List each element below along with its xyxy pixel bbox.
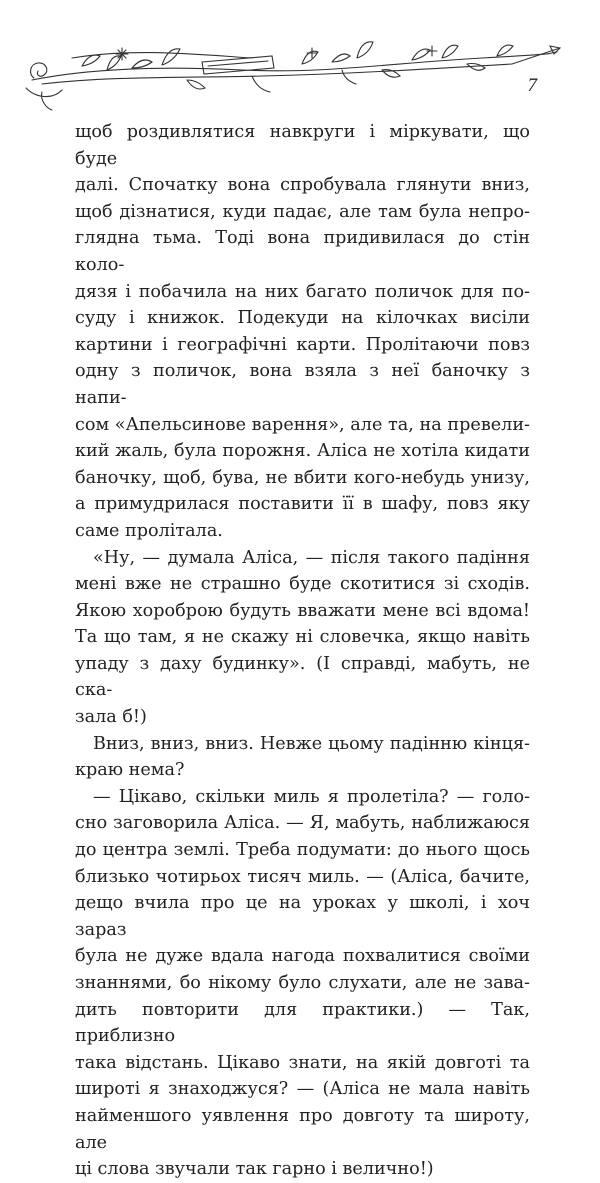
paragraph-3 xyxy=(75,731,530,784)
text-line: упаду з даху будинку». (І справді, мабуть, не ска- xyxy=(75,653,530,701)
text-line: зала б!) xyxy=(75,707,147,728)
paragraph-2 xyxy=(75,545,530,731)
text-line: кий жаль, була порожня. Аліса не хотіла кидати xyxy=(75,441,530,462)
botanical-vine-ornament-icon xyxy=(12,18,572,118)
text-line: одну з поличок, вона взяла з неї баночку з напи- xyxy=(75,361,530,408)
text-line: близько чотирьох тисяч миль. — (Аліса, бачите, xyxy=(75,866,530,887)
text-line: а примудрилася поставити її в шафу, повз яку xyxy=(75,494,530,515)
text-line: була не дуже вдала нагода похвалитися своїми xyxy=(75,946,530,967)
text-line: саме пролітала. xyxy=(75,520,223,541)
text-line: ці слова звучали так гарно і величнo!) xyxy=(75,1159,434,1180)
text-line: сом «Апельсинове варення», але та, на превели- xyxy=(75,414,530,435)
text-line: щоб роздивлятися навкруги і міркувати, що буде xyxy=(75,122,530,169)
text-line: картини і географічні карти. Пролітаючи повз xyxy=(75,334,530,355)
paragraph-4 xyxy=(75,784,530,1183)
text-line: — Цікаво, скільки миль я пролетіла? — голо- xyxy=(93,786,530,807)
page-number: 7 xyxy=(527,75,537,96)
text-line: сно заговорила Аліса. — Я, мабуть, наближаюся xyxy=(75,813,530,834)
text-line: дязя і побачила на них багато поличок для по- xyxy=(75,281,530,302)
text-line: дить повторити для практики.) — Так, приблизно xyxy=(75,999,530,1047)
text-line: широті я знаходжуся? — (Аліса не мала навіть xyxy=(75,1079,530,1100)
text-line: дещо вчила про це на уроках у школі, і хоч зараз xyxy=(75,893,530,940)
text-line: далі. Спочатку вона спробувала глянути вниз, xyxy=(75,175,530,196)
text-line: суду і книжок. Подекуди на кілочках висіли xyxy=(75,308,530,329)
text-line: глядна тьма. Тоді вона придивилася до стін коло- xyxy=(75,228,530,275)
text-line: краю нема? xyxy=(75,760,185,781)
text-line: найменшого уявлення про довготу та широту, але xyxy=(75,1105,530,1153)
text-line: баночку, щоб, бува, не вбити кого-небудь унизу, xyxy=(75,467,530,488)
text-line: Та що там, я не скажу ні словечка, якщо навіть xyxy=(75,627,530,648)
text-line: до центра землі. Треба подумати: до нього щось xyxy=(75,840,530,861)
text-line: Якою хороброю будуть вважати мене всі вдома! xyxy=(75,600,530,621)
text-line: мені вже не страшно буде скотитися зі сходів. xyxy=(75,574,530,595)
body-text xyxy=(75,119,530,1183)
text-line: Вниз, вниз, вниз. Невже цьому падінню кінця- xyxy=(93,733,530,754)
text-line: така відстань. Цікаво знати, на якій довготі та xyxy=(75,1052,530,1073)
text-line: щоб дізнатися, куди падає, але там була непро- xyxy=(75,201,530,222)
text-line: «Ну, — думала Аліса, — після такого падіння xyxy=(93,547,530,568)
text-line: знаннями, бо нікому було слухати, але не зава- xyxy=(75,973,530,993)
paragraph-1 xyxy=(75,119,530,545)
